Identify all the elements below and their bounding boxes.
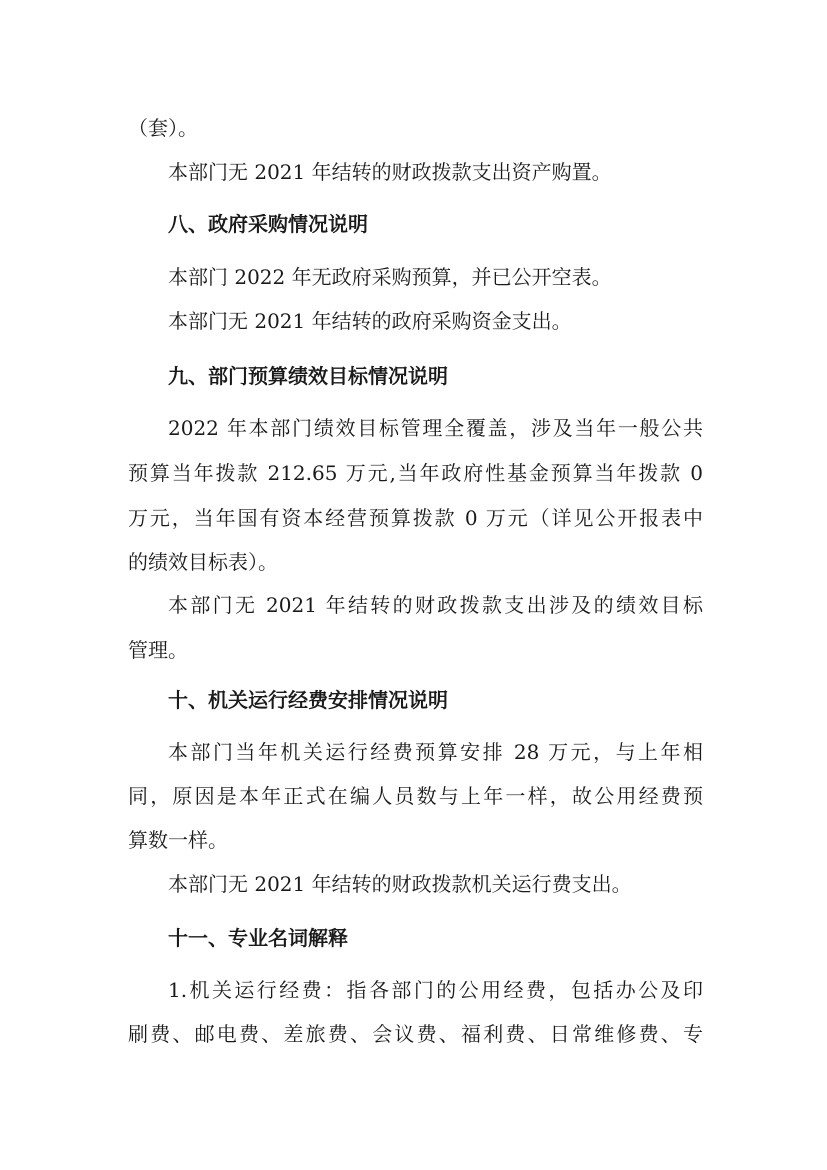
paragraph-line: 预算当年拨款 212.65 万元,当年政府性基金预算当年拨款 0 bbox=[128, 461, 703, 485]
paragraph-line: 2022 年本部门绩效目标管理全覆盖，涉及当年一般公共 bbox=[168, 416, 703, 440]
section-heading-11: 十一、专业名词解释 bbox=[168, 926, 348, 950]
paragraph-line: 本部门 2022 年无政府采购预算，并已公开空表。 bbox=[168, 265, 612, 289]
paragraph-line: 万元，当年国有资本经营预算拨款 0 万元（详见公开报表中 bbox=[128, 506, 703, 530]
section-heading-9: 九、部门预算绩效目标情况说明 bbox=[168, 364, 448, 388]
paragraph-line: 本部门当年机关运行经费预算安排 28 万元，与上年相 bbox=[168, 740, 703, 764]
paragraph-line: 1.机关运行经费：指各部门的公用经费，包括办公及印 bbox=[168, 978, 703, 1002]
section-heading-10: 十、机关运行经费安排情况说明 bbox=[168, 688, 448, 712]
section-heading-8: 八、政府采购情况说明 bbox=[168, 212, 368, 236]
paragraph-line: 本部门无 2021 年结转的财政拨款机关运行费支出。 bbox=[168, 872, 632, 896]
paragraph-line: 算数一样。 bbox=[128, 828, 228, 852]
paragraph-line: 的绩效目标表）。 bbox=[128, 550, 278, 574]
paragraph-line: 本部门无 2021 年结转的政府采购资金支出。 bbox=[168, 309, 572, 333]
paragraph-line: 同，原因是本年正式在编人员数与上年一样，故公用经费预 bbox=[128, 784, 703, 808]
paragraph-line: （套）。 bbox=[128, 116, 198, 140]
paragraph-line: 刷费、邮电费、差旅费、会议费、福利费、日常维修费、专 bbox=[128, 1022, 703, 1046]
paragraph-line: 本部门无 2021 年结转的财政拨款支出涉及的绩效目标 bbox=[168, 593, 703, 617]
paragraph-line: 管理。 bbox=[128, 638, 188, 662]
paragraph-line: 本部门无 2021 年结转的财政拨款支出资产购置。 bbox=[168, 160, 612, 184]
